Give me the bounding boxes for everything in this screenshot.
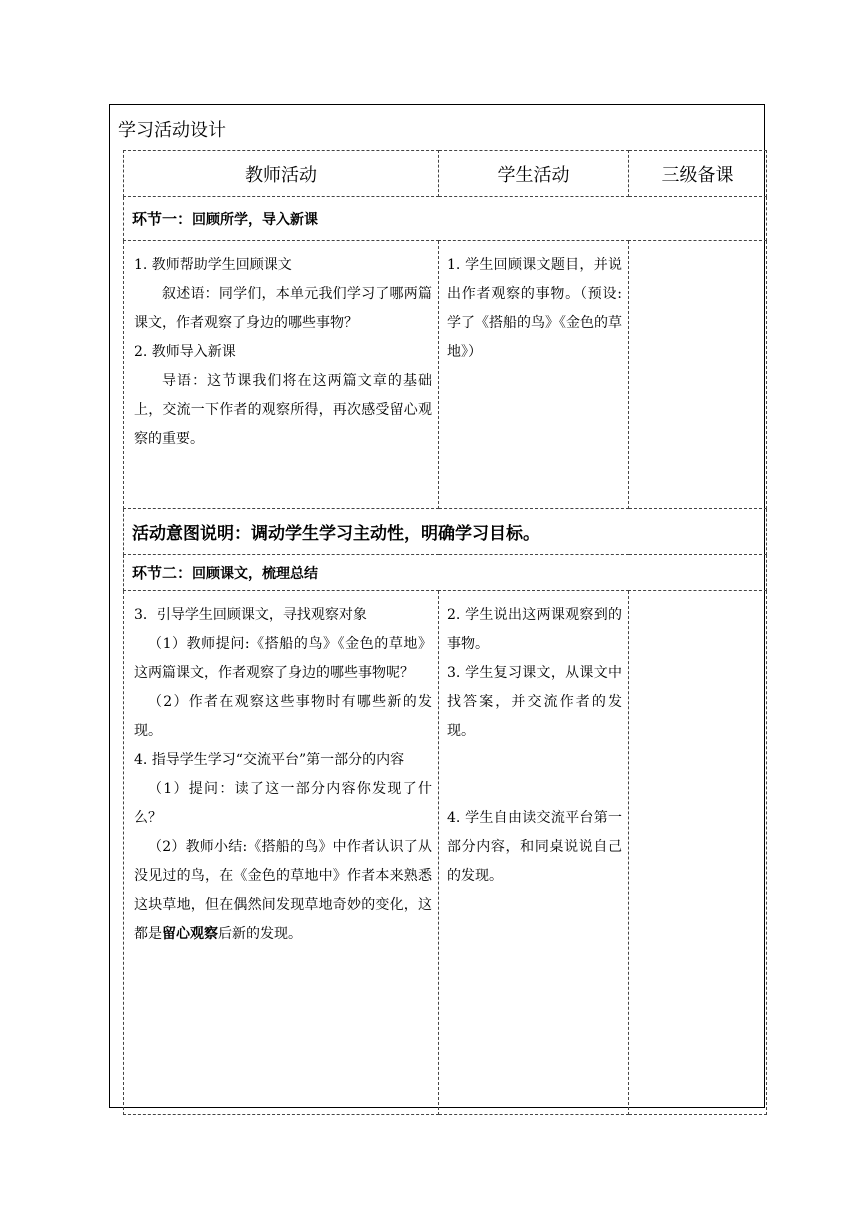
- section2-student-line: 2. 学生说出这两课观察到的事物。: [447, 607, 622, 652]
- header-teacher: 教师活动: [124, 151, 439, 197]
- section2-notes-cell: [629, 591, 767, 1115]
- header-row: [124, 151, 767, 197]
- section2-teacher-line: 3．引导学生回顾课文，寻找观察对象: [134, 607, 367, 623]
- section2-row: [124, 555, 767, 591]
- intent-row: [124, 509, 767, 555]
- section2-teacher-line: （1）教师提问:《搭船的鸟》《金色的草地》这两篇课文，作者观察了身边的哪些事物呢？: [134, 636, 432, 681]
- section1-notes-cell: [629, 241, 767, 509]
- section2-title-main: 环节二：: [132, 564, 193, 582]
- section1-student-line: 1. 学生回顾课文题目，并说出作者观察的事物。（预设:学了《搭船的鸟》《金色的草地》）: [447, 257, 622, 360]
- summary-text: （2）教师小结:《搭船的鸟》中作者认识了从没见过的鸟，在《金色的草地中》作者本来熟悉这块草地，但在偶然间发现草地奇妙的变化，这都是: [134, 839, 432, 942]
- section1-title-rest: 回顾所学，导入新课: [192, 212, 319, 228]
- section1-teacher-line: 1. 教师帮助学生回顾课文: [134, 257, 292, 273]
- summary-bold-text: 留心观察: [162, 926, 218, 942]
- frame-title: 学习活动设计: [118, 120, 226, 141]
- section1-title: [124, 197, 767, 241]
- section1-student-cell: [439, 241, 629, 509]
- summary-text-end: 后新的发现。: [218, 926, 302, 942]
- header-notes: 三级备课: [629, 151, 767, 197]
- spacer: [447, 746, 622, 804]
- section2-student-line: 3. 学生复习课文，从课文中找答案，并交流作者的发现。: [447, 665, 622, 739]
- intent-text: 活动意图说明：调动学生学习主动性，明确学习目标。: [124, 509, 767, 555]
- section1-title-main: 环节一：: [132, 210, 193, 228]
- section2-title-rest: 回顾课文，梳理总结: [192, 566, 319, 582]
- section2-student-line: 4. 学生自由读交流平台第一部分内容，和同桌说说自己的发现。: [447, 810, 622, 884]
- section1-content-row: [124, 241, 767, 509]
- section1-teacher-line: 导语：这节课我们将在这两篇文章的基础上，交流一下作者的观察所得，再次感受留心观察的重要。: [134, 373, 432, 447]
- section1-teacher-cell: [124, 241, 439, 509]
- section2-student-cell: [439, 591, 629, 1115]
- section2-teacher-cell: [124, 591, 439, 1115]
- section1-row: [124, 197, 767, 241]
- section2-teacher-line: （2）作者在观察这些事物时有哪些新的发现。: [134, 694, 432, 739]
- section2-teacher-summary: [134, 833, 432, 949]
- header-student: 学生活动: [439, 151, 629, 197]
- section2-teacher-line: 4. 指导学生学习“交流平台”第一部分的内容: [134, 752, 405, 768]
- section1-teacher-line: 叙述语：同学们，本单元我们学习了哪两篇课文，作者观察了身边的哪些事物？: [134, 286, 432, 331]
- section1-teacher-line: 2. 教师导入新课: [134, 344, 236, 360]
- section2-teacher-line: （1）提问：读了这一部分内容你发现了什么？: [134, 781, 432, 826]
- activity-table: [123, 150, 767, 1115]
- section2-title: [124, 555, 767, 591]
- section2-content-row: [124, 591, 767, 1115]
